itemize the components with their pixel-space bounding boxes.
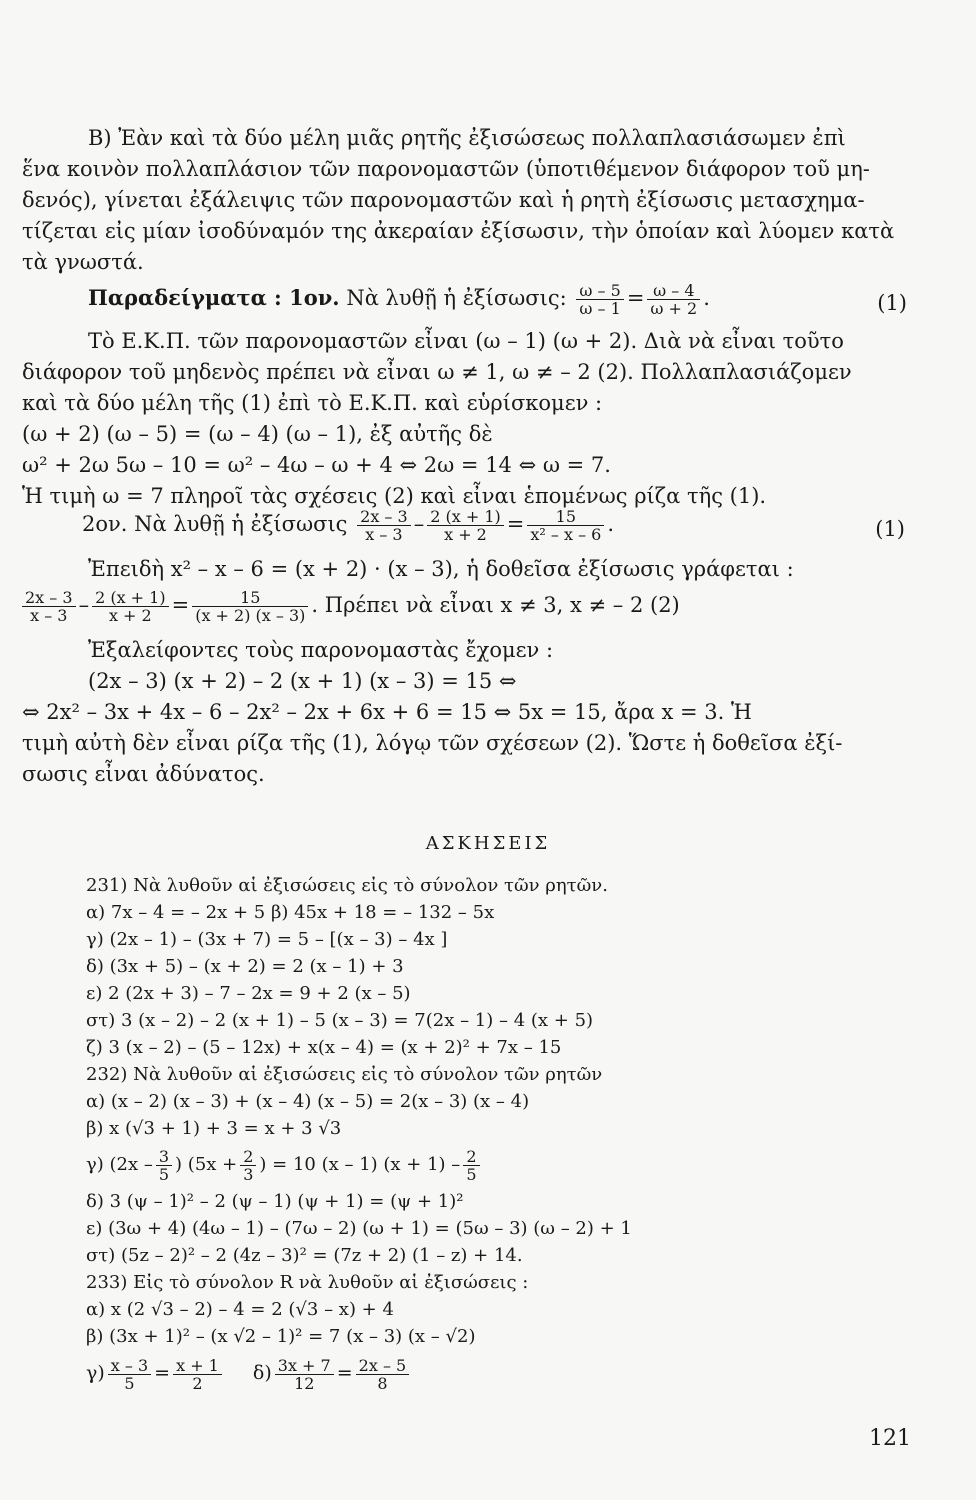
text-line: τίζεται εἰς μίαν ἰσοδύναμόν της ἀκεραίαν ἐξίσωσιν, τὴν ὁποίαν καὶ λύομεν κατὰ bbox=[22, 219, 895, 243]
fraction: $\frac{2}{5}$ bbox=[463, 1148, 479, 1183]
fraction: $\frac{2x - 3}{x - 3}$ bbox=[357, 508, 411, 543]
text-line: Ἡ τιμὴ ω = 7 πληροῖ τὰς σχέσεις (2) καὶ εἶναι ἑπομένως ρίζα τῆς (1). bbox=[22, 484, 767, 508]
exercise-line: 231) Νὰ λυθοῦν αἱ ἐξισώσεις εἰς τὸ σύνολον τῶν ρητῶν. bbox=[86, 875, 608, 896]
exercise-line: ε) 2 (2x + 3) – 7 – 2x = 9 + 2 (x – 5) bbox=[86, 983, 411, 1004]
exercise-line: στ) (5z – 2)² – 2 (4z – 3)² = (7z + 2) (1 – z) + 14. bbox=[86, 1245, 523, 1266]
fraction: $\frac{2}{3}$ bbox=[240, 1148, 256, 1183]
text-line: ⇔ 2x² – 3x + 4x – 6 – 2x² – 2x + 6x + 6 = 15 ⇔ 5x = 15, ἄρα x = 3. Ἡ bbox=[22, 700, 752, 724]
example-1-equation: Παραδείγματα : 1ον. Νὰ λυθῇ ἡ ἐξίσωσις: $\frac{\omega - 5}{\omega - 1}$ = $\frac{\omega - 4}{\omega + 2}$ . (1) bbox=[88, 281, 907, 318]
equation-tag: (1) bbox=[875, 517, 905, 541]
exercise-line: γ) (2x – 1) – (3x + 7) = 5 – [(x – 3) – 4x ] bbox=[86, 929, 448, 950]
fraction: $\frac{x + 1}{2}$ bbox=[173, 1357, 222, 1392]
exercise-line: δ) 3 (ψ – 1)² – 2 (ψ – 1) (ψ + 1) = (ψ + 1)² bbox=[86, 1191, 464, 1212]
fraction: $\frac{15}{\text{x² – x – 6}}$ bbox=[527, 508, 604, 543]
fraction: $\frac{\omega - 4}{\omega + 2}$ bbox=[647, 282, 700, 317]
text-line: Ἐξαλείφοντες τοὺς παρονομαστὰς ἔχομεν : bbox=[88, 638, 554, 662]
exercise-line: α) x (2 √3 – 2) – 4 = 2 (√3 – x) + 4 bbox=[86, 1299, 394, 1320]
fraction: $\frac{2x - 5}{8}$ bbox=[356, 1357, 410, 1392]
text-line: Ἐπειδὴ x² – x – 6 = (x + 2) · (x – 3), ἡ δοθεῖσα ἐξίσωσις γράφεται : bbox=[88, 557, 794, 581]
exercise-233-g-d: γ) $\frac{x - 3}{5}$ = $\frac{x + 1}{2}$ δ) $\frac{3x + 7}{12}$ = $\frac{2x - 5}{8}$ bbox=[86, 1350, 926, 1396]
fraction: $\frac{2 (x + 1)}{x + 2}$ bbox=[92, 589, 169, 624]
exercise-line: ε) (3ω + 4) (4ω – 1) – (7ω – 2) (ω + 1) = (5ω – 3) (ω – 2) + 1 bbox=[86, 1218, 632, 1239]
fraction: $\frac{2x - 3}{x - 3}$ bbox=[22, 589, 76, 624]
exercise-line: 232) Νὰ λυθοῦν αἱ ἐξισώσεις εἰς τὸ σύνολον τῶν ρητῶν bbox=[86, 1064, 603, 1085]
example-1-intro: Νὰ λυθῇ ἡ ἐξίσωσις: bbox=[346, 286, 567, 310]
fraction: $\frac{3}{5}$ bbox=[156, 1148, 172, 1183]
equation-tag: (1) bbox=[877, 291, 907, 315]
exercise-line: 233) Εἰς τὸ σύνολον R νὰ λυθοῦν αἱ ἐξισώσεις : bbox=[86, 1272, 529, 1293]
paragraph-b bbox=[22, 123, 917, 278]
examples-heading: Παραδείγματα : 1ον. bbox=[88, 285, 340, 310]
fraction: $\frac{2 (x + 1)}{x + 2}$ bbox=[427, 508, 504, 543]
page-number: 121 bbox=[869, 1426, 911, 1451]
condition-text: . Πρέπει νὰ εἶναι x ≠ 3, x ≠ – 2 (2) bbox=[311, 593, 680, 617]
text-line: Τὸ Ε.Κ.Π. τῶν παρονομαστῶν εἶναι (ω – 1) (ω + 2). Διὰ νὰ εἶναι τοῦτο bbox=[88, 329, 844, 353]
exercise-line: α) (x – 2) (x – 3) + (x – 4) (x – 5) = 2(x – 3) (x – 4) bbox=[86, 1091, 530, 1112]
text-line: (2x – 3) (x + 2) – 2 (x + 1) (x – 3) = 15 ⇔ bbox=[88, 669, 517, 693]
text-line: Β) Ἐὰν καὶ τὰ δύο μέλη μιᾶς ρητῆς ἐξισώσεως πολλαπλασιάσωμεν ἐπὶ bbox=[88, 126, 846, 150]
text-line: ω² + 2ω 5ω – 10 = ω² – 4ω – ω + 4 ⇔ 2ω = 14 ⇔ ω = 7. bbox=[22, 453, 611, 477]
exercise-line: α) 7x – 4 = – 2x + 5 β) 45x + 18 = – 132 – 5x bbox=[86, 902, 495, 923]
exercise-list bbox=[86, 872, 926, 1396]
exercise-line: β) x (√3 + 1) + 3 = x + 3 √3 bbox=[86, 1118, 342, 1139]
fraction: $\frac{x - 3}{5}$ bbox=[108, 1357, 151, 1392]
text-line: ἕνα κοινὸν πολλαπλάσιον τῶν παρονομαστῶν (ὑποτιθέμενον διάφορον τοῦ μη- bbox=[22, 157, 870, 181]
text-line: διάφορον τοῦ μηδενὸς πρέπει νὰ εἶναι ω ≠ 1, ω ≠ – 2 (2). Πολλαπλασιάζομεν bbox=[22, 360, 852, 384]
fraction: $\frac{15}{(x + 2) (x - 3)}$ bbox=[192, 589, 308, 624]
example-1 bbox=[22, 282, 917, 512]
example-2-equation: 2ον. Νὰ λυθῇ ἡ ἐξίσωσις $\frac{2x - 3}{x - 3}$ – $\frac{2 (x + 1)}{x + 2}$ = $\frac{15}{\text{x² – x – 6}}$ . (1) bbox=[82, 507, 905, 544]
example-2 bbox=[22, 508, 917, 790]
exercise-232-g: γ) (2x – $\frac{3}{5}$ ) (5x + $\frac{2}{3}$ ) = 10 (x – 1) (x + 1) – $\frac{2}{5}$ bbox=[86, 1142, 926, 1188]
exercise-line: β) (3x + 1)² – (x √2 – 1)² = 7 (x – 3) (x – √2) bbox=[86, 1326, 476, 1347]
exercises-heading: ΑΣΚΗΣΕΙΣ bbox=[425, 833, 551, 854]
exercise-line: στ) 3 (x – 2) – 2 (x + 1) – 5 (x – 3) = 7(2x – 1) – 4 (x + 5) bbox=[86, 1010, 594, 1031]
example-2-rewritten-equation: $\frac{2x - 3}{x - 3}$ – $\frac{2 (x + 1)}{x + 2}$ = $\frac{15}{(x + 2) (x - 3)}$ . Πρέπει νὰ εἶναι x ≠ 3, x ≠ – 2 (2) bbox=[22, 589, 917, 635]
text-line: καὶ τὰ δύο μέλη τῆς (1) ἐπὶ τὸ Ε.Κ.Π. καὶ εὑρίσκομεν : bbox=[22, 391, 603, 415]
exercise-line: ζ) 3 (x – 2) – (5 – 12x) + x(x – 4) = (x + 2)² + 7x – 15 bbox=[86, 1037, 562, 1058]
fraction: $\frac{3x + 7}{12}$ bbox=[275, 1357, 334, 1392]
text-line: (ω + 2) (ω – 5) = (ω – 4) (ω – 1), ἐξ αὐτῆς δὲ bbox=[22, 422, 493, 446]
exercise-line: δ) (3x + 5) – (x + 2) = 2 (x – 1) + 3 bbox=[86, 956, 404, 977]
text-line: σωσις εἶναι ἀδύνατος. bbox=[22, 762, 265, 786]
text-line: δενός), γίνεται ἐξάλειψις τῶν παρονομαστῶν καὶ ἡ ρητὴ ἐξίσωσις μετασχημα- bbox=[22, 188, 865, 212]
text-line: τιμὴ αὐτὴ δὲν εἶναι ρίζα τῆς (1), λόγῳ τῶν σχέσεων (2). Ὥστε ἡ δοθεῖσα ἐξί- bbox=[22, 731, 843, 755]
text-line: τὰ γνωστά. bbox=[22, 250, 144, 274]
fraction: $\frac{\omega - 5}{\omega - 1}$ bbox=[576, 282, 623, 317]
example-2-intro: 2ον. Νὰ λυθῇ ἡ ἐξίσωσις bbox=[82, 512, 348, 536]
